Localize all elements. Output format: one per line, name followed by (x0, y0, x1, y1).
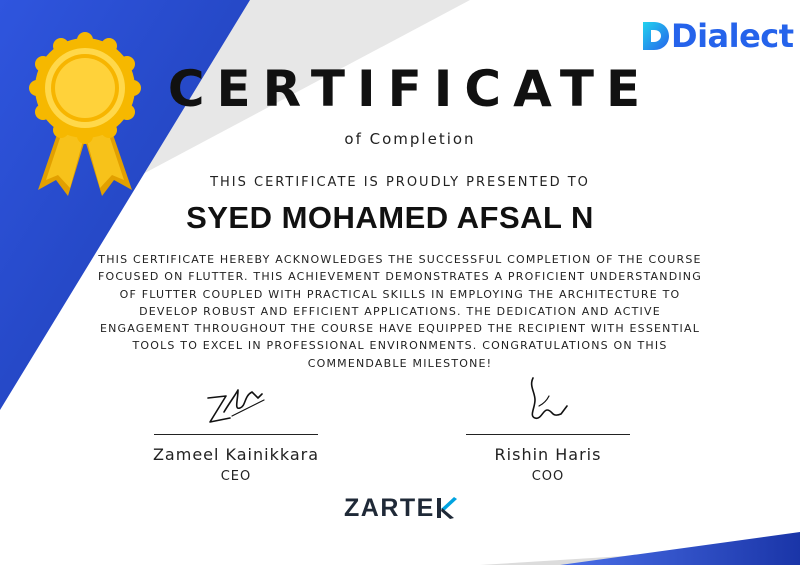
signatory-name: Rishin Haris (494, 445, 602, 464)
recipient-name: SYED MOHAMED AFSAL N (186, 200, 594, 235)
zartek-logo-text: ZARTE (344, 493, 435, 522)
signatory-ceo (136, 376, 336, 484)
signatory-role: COO (531, 469, 565, 484)
body-line: OF FLUTTER COUPLED WITH PRACTICAL SKILLS IN EMPLOYING THE ARCHITECTURE TO (119, 287, 681, 301)
certificate-subtitle: of Completion (344, 130, 476, 148)
signature-line (466, 434, 630, 435)
presented-to-text: THIS CERTIFICATE IS PROUDLY PRESENTED TO (210, 175, 590, 190)
body-line: TOOLS TO EXCEL IN PROFESSIONAL ENVIRONMENTS. CONGRATULATIONS ON THIS (132, 339, 668, 353)
body-line: COMMENDABLE MILESTONE! (307, 356, 493, 370)
body-line: DEVELOP ROBUST AND EFFICIENT APPLICATIONS. THE DEDICATION AND ACTIVE (139, 304, 661, 318)
signature-line (154, 434, 318, 435)
body-line: THIS CERTIFICATE HEREBY ACKNOWLEDGES THE SUCCESSFUL COMPLETION OF THE COURSE (98, 253, 702, 266)
signatory-coo (448, 370, 648, 484)
certificate-title: CERTIFICATE (167, 60, 653, 118)
signature-image (513, 370, 583, 434)
signature-image (196, 376, 276, 434)
body-line: FOCUSED ON FLUTTER. THIS ACHIEVEMENT DEMONSTRATES A PROFICIENT UNDERSTANDING (98, 270, 702, 284)
dialect-logo-text: Dialect (671, 17, 794, 55)
certificate-body (85, 251, 715, 372)
zartek-k-icon (436, 495, 458, 521)
dialect-logo (640, 14, 794, 58)
signatory-name: Zameel Kainikkara (152, 445, 320, 464)
zartek-logo (344, 495, 458, 521)
signatory-role: CEO (220, 469, 252, 484)
body-line: ENGAGEMENT THROUGHOUT THE COURSE HAVE EQUIPPED THE RECIPIENT WITH ESSENTIAL (99, 322, 701, 336)
dialect-logo-icon (640, 19, 670, 53)
